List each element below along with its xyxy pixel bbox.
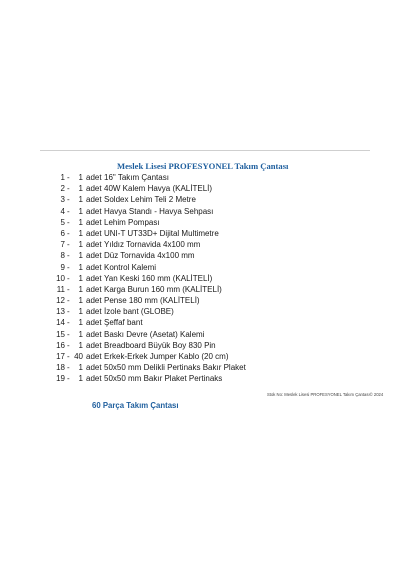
item-separator: - <box>67 329 70 339</box>
item-unit: adet <box>86 240 102 250</box>
item-quantity: 1 <box>78 363 83 373</box>
item-number: 16 <box>56 340 65 350</box>
item-quantity: 1 <box>78 251 83 261</box>
item-number: 2 <box>60 184 65 194</box>
document-title: Meslek Lisesi PROFESYONEL Takım Çantası <box>117 161 289 171</box>
item-separator: - <box>67 173 70 182</box>
item-description: 40W Kalem Havya (KALİTELİ) <box>104 184 213 194</box>
item-number: 3 <box>60 195 65 205</box>
item-unit: adet <box>86 173 102 182</box>
item-separator: - <box>67 240 70 250</box>
stock-footnote: Stok No: Meslek Lisesi PROFESYONEL Takım Çantası© 2024 <box>267 392 384 397</box>
item-description: Havya Standı - Havya Sehpası <box>104 206 214 216</box>
item-quantity: 1 <box>78 318 83 328</box>
item-separator: - <box>67 363 70 373</box>
item-description: 16" Takım Çantası <box>104 173 169 182</box>
item-separator: - <box>67 184 70 194</box>
item-description: Şeffaf bant <box>104 318 143 328</box>
item-description: Lehim Pompası <box>104 217 160 227</box>
item-separator: - <box>67 195 70 205</box>
item-number: 7 <box>60 240 65 250</box>
item-quantity: 1 <box>78 374 83 384</box>
item-unit: adet <box>86 363 102 373</box>
item-separator: - <box>67 374 70 384</box>
item-separator: - <box>67 228 70 238</box>
item-unit: adet <box>86 195 102 205</box>
item-number: 17 <box>56 352 65 361</box>
item-unit: adet <box>86 206 102 216</box>
item-unit: adet <box>86 340 102 350</box>
item-quantity: 1 <box>78 307 83 317</box>
item-unit: adet <box>86 184 102 194</box>
item-separator: - <box>67 217 70 227</box>
item-unit: adet <box>86 329 102 339</box>
item-number: 10 <box>56 273 65 283</box>
item-separator: - <box>67 262 70 272</box>
item-unit: adet <box>86 262 102 272</box>
item-number: 15 <box>56 329 65 339</box>
item-quantity: 1 <box>78 206 83 216</box>
item-separator: - <box>67 340 70 350</box>
item-separator: - <box>67 318 70 328</box>
item-description: 50x50 mm Bakır Plaket Pertinaks <box>104 374 223 384</box>
item-separator: - <box>67 251 70 261</box>
item-unit: adet <box>86 251 102 261</box>
item-separator: - <box>67 307 70 317</box>
item-description: İzole bant (GLOBE) <box>104 307 174 317</box>
item-separator: - <box>67 273 70 283</box>
item-number: 14 <box>56 318 65 328</box>
product-contents-sheet <box>40 150 384 421</box>
item-quantity: 1 <box>78 217 83 227</box>
item-description: Yan Keski 160 mm (KALİTELİ) <box>104 273 213 283</box>
item-description: Breadboard Büyük Boy 830 Pin <box>104 340 216 350</box>
item-description: Kontrol Kalemi <box>104 262 157 272</box>
item-quantity: 40 <box>74 352 83 361</box>
item-number: 11 <box>56 284 65 294</box>
item-description: 50x50 mm Delikli Pertinaks Bakır Plaket <box>104 363 246 373</box>
item-description: Erkek-Erkek Jumper Kablo (20 cm) <box>104 352 229 361</box>
item-separator: - <box>67 352 70 361</box>
item-number: 1 <box>60 173 65 182</box>
item-unit: adet <box>86 284 102 294</box>
item-number: 19 <box>56 374 65 384</box>
item-separator: - <box>67 296 70 306</box>
item-quantity: 1 <box>78 284 83 294</box>
item-description: Pense 180 mm (KALİTELİ) <box>104 296 200 306</box>
item-number: 9 <box>60 262 65 272</box>
item-number: 4 <box>60 206 65 216</box>
item-description: Düz Tornavida 4x100 mm <box>104 251 195 261</box>
item-unit: adet <box>86 296 102 306</box>
item-quantity: 1 <box>78 240 83 250</box>
item-description: Karga Burun 160 mm (KALİTELİ) <box>104 284 222 294</box>
item-number: 6 <box>60 228 65 238</box>
item-description: Soldex Lehim Teli 2 Metre <box>104 195 196 205</box>
item-quantity: 1 <box>78 329 83 339</box>
item-unit: adet <box>86 374 102 384</box>
item-number: 18 <box>56 363 65 373</box>
item-description: Yıldız Tornavida 4x100 mm <box>104 240 201 250</box>
item-separator: - <box>67 206 70 216</box>
item-number: 8 <box>60 251 65 261</box>
item-description: Baskı Devre (Asetat) Kalemi <box>104 329 205 339</box>
item-number: 5 <box>60 217 65 227</box>
item-unit: adet <box>86 273 102 283</box>
piece-count-summary: 60 Parça Takım Çantası <box>92 401 179 410</box>
item-quantity: 1 <box>78 228 83 238</box>
item-unit: adet <box>86 307 102 317</box>
item-quantity: 1 <box>78 273 83 283</box>
item-separator: - <box>67 284 70 294</box>
item-quantity: 1 <box>78 173 83 182</box>
item-unit: adet <box>86 352 102 361</box>
item-description: UNI-T UT33D+ Dijital Multimetre <box>104 228 219 238</box>
item-quantity: 1 <box>78 195 83 205</box>
item-number: 13 <box>56 307 65 317</box>
item-quantity: 1 <box>78 340 83 350</box>
item-quantity: 1 <box>78 184 83 194</box>
item-quantity: 1 <box>78 296 83 306</box>
item-unit: adet <box>86 318 102 328</box>
item-unit: adet <box>86 217 102 227</box>
item-unit: adet <box>86 228 102 238</box>
item-quantity: 1 <box>78 262 83 272</box>
item-number: 12 <box>56 296 65 306</box>
